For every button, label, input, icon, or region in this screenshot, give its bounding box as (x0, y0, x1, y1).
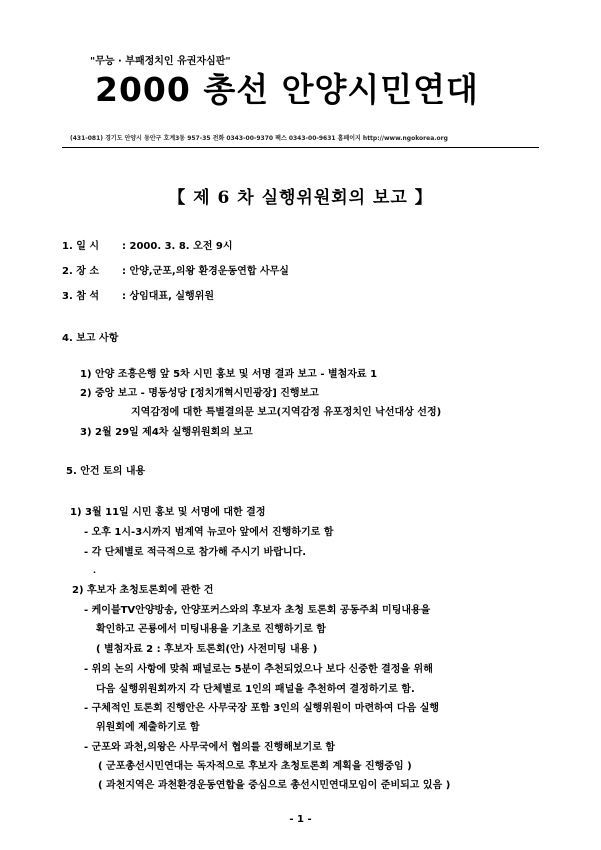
section4-heading: 4. 보고 사항 (62, 333, 119, 344)
page-number: - 1 - (289, 814, 312, 825)
meta-place-label: 2. 장 소 (62, 266, 100, 277)
contact-info: (431-081) 경기도 안양시 동안구 호계3동 957-35 전화 0343-00-9370 팩스 0343-00-9631 홈페이지 http://www.ngokorea.org (70, 135, 448, 142)
agenda-line: ( 군포총선시민연대는 독자적으로 후보자 초청토론회 계획을 진행중임 ) (98, 761, 412, 772)
report-item-continuation: 지역감정에 대한 특별결의문 보고(지역감정 유포정치인 낙선대상 선정) (131, 407, 442, 418)
report-item: 2) 중앙 보고 - 명동성당 [정치개혁시민광장] 진행보고 (80, 388, 319, 399)
header-divider (62, 147, 539, 148)
agenda-line: 위원회에 제출하기로 함 (96, 722, 200, 733)
meta-date-value: : 2000. 3. 8. 오전 9시 (122, 241, 233, 252)
meta-place-value: : 안양,군포,의왕 환경운동연합 사무실 (122, 266, 289, 277)
agenda-line: ( 과천지역은 과천환경운동연합을 중심으로 총선시민연대모임이 준비되고 있음 ) (98, 780, 451, 791)
agenda-bullet: - 오후 1시-3시까지 범계역 뉴코아 앞에서 진행하기로 함 (84, 527, 334, 538)
report-item: 3) 2월 29일 제4차 실행위원회의 보고 (80, 427, 253, 438)
agenda-item-1-title: 1) 3월 11일 시민 홍보 및 서명에 대한 결정 (70, 507, 266, 518)
agenda-line: ( 별첨자료 2 : 후보자 토론회(안) 사전미팅 내용 ) (96, 644, 318, 655)
stray-dot: . (93, 566, 97, 575)
agenda-line: - 위의 논의 사항에 맞춰 패널로는 5분이 추천되었으나 보다 신중한 결정을 위해 (84, 664, 433, 675)
agenda-item-2-title: 2) 후보자 초청토론회에 관한 건 (72, 585, 214, 596)
meta-attendees-label: 3. 참 석 (62, 291, 100, 302)
slogan: "무능 · 부패정치인 유권자심판" (90, 56, 231, 67)
agenda-line: 다음 실행위원회까지 각 단체별로 1인의 패널을 추천하여 결정하기로 함. (96, 684, 415, 695)
meta-date-label: 1. 일 시 (62, 241, 100, 252)
meta-attendees-value: : 상임대표, 실행위원 (122, 291, 215, 302)
agenda-line: - 군포와 과천,의왕은 사무국에서 협의를 진행해보기로 함 (84, 742, 336, 753)
agenda-bullet: - 각 단체별로 적극적으로 참가해 주시기 바랍니다. (84, 547, 307, 558)
report-item: 1) 안양 조흥은행 앞 5차 시민 홍보 및 서명 결과 보고 - 별첨자료 1 (80, 369, 378, 380)
agenda-line: 확인하고 곤룡에서 미팅내용을 기초로 진행하기로 함 (96, 624, 326, 635)
agenda-line: - 구체적인 토론회 진행안은 사무국장 포함 3인의 실행위원이 마련하여 다음 실행 (84, 703, 440, 714)
agenda-line: - 케이블TV안양방송, 안양포커스와의 후보자 초청 토론회 공동주최 미팅내용을 (84, 605, 431, 616)
organization-title: 2000 총선 안양시민연대 (95, 70, 479, 109)
section5-heading: 5. 안건 토의 내용 (66, 466, 146, 477)
document-title: 【 제 6 차 실행위원회의 보고 】 (168, 188, 433, 208)
